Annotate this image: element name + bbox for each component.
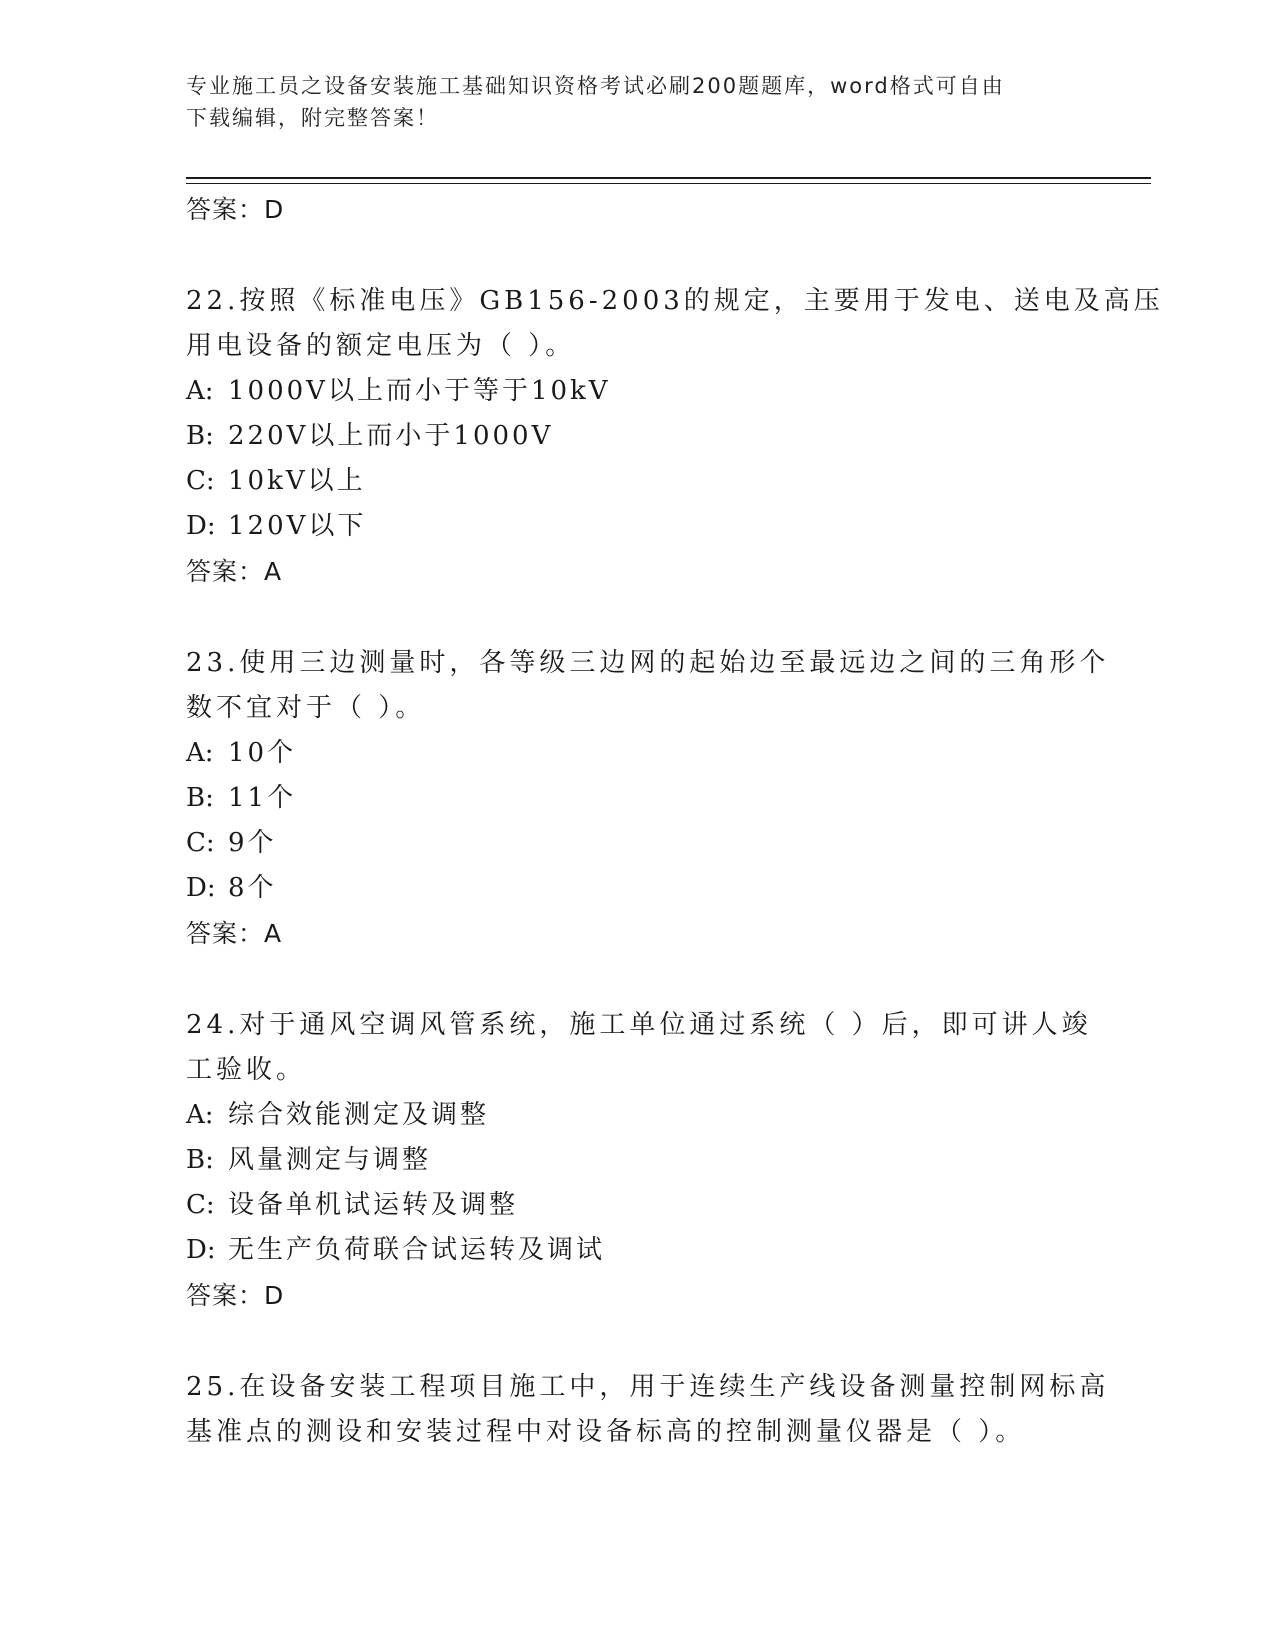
option-letter: D: [186,1235,216,1265]
option-text: 9个 [228,828,277,858]
option-text: 220V以上而小于1000V [228,421,554,451]
question-text: 22.按照《标准电压》GB156-2003的规定，主要用于发电、送电及高压 [186,286,1164,316]
option-text: 11个 [228,783,297,813]
option-b [186,776,1086,821]
page-header [186,70,1066,134]
question-block [186,1365,1110,1455]
question-block [186,279,1164,595]
question-text: 工验收。 [186,1055,307,1085]
answer-label: 答案：D [186,1281,285,1310]
option-text: 120V以下 [228,511,367,541]
option-letter: D: [186,511,216,541]
option-d [186,504,1086,549]
option-c [186,821,1086,866]
question-content [186,187,1164,1455]
option-letter: D: [186,873,216,903]
option-letter: C: [186,1190,215,1220]
answer-label: 答案：D [186,195,285,224]
question-text: 用电设备的额定电压为（ ）。 [186,331,576,361]
option-a [186,1093,1086,1138]
question-text: 基准点的测设和安装过程中对设备标高的控制测量仪器是（ ）。 [186,1417,1026,1447]
option-letter: C: [186,828,215,858]
option-letter: B: [186,1145,214,1175]
question-text: 23.使用三边测量时，各等级三边网的起始边至最远边之间的三角形个 [186,648,1110,678]
answer-label: 答案：A [186,557,283,586]
question-block [186,641,1110,957]
option-a [186,731,1086,776]
question-text: 24.对于通风空调风管系统，施工单位通过系统（ ）后，即可讲人竣 [186,1010,1092,1040]
header-line-2: 下载编辑，附完整答案！ [186,106,439,130]
option-b [186,414,1086,459]
option-d [186,1228,1086,1273]
option-text: 风量测定与调整 [228,1145,432,1175]
option-text: 10个 [228,738,297,768]
option-c [186,459,1086,504]
question-text: 25.在设备安装工程项目施工中，用于连续生产线设备测量控制网标高 [186,1372,1110,1402]
option-text: 1000V以上而小于等于10kV [228,376,611,406]
question-text: 数不宜对于（ ）。 [186,693,426,723]
option-a [186,369,1086,414]
option-text: 综合效能测定及调整 [228,1100,490,1130]
option-text: 无生产负荷联合试运转及调试 [228,1235,606,1265]
header-rule [186,177,1151,179]
option-letter: A: [186,376,214,406]
header-line-1: 专业施工员之设备安装施工基础知识资格考试必刷200题题库，word格式可自由 [186,74,1005,98]
header-rule-thin [186,183,1151,184]
option-text: 设备单机试运转及调整 [228,1190,519,1220]
option-text: 10kV以上 [228,466,366,496]
option-letter: B: [186,783,214,813]
option-letter: A: [186,1100,214,1130]
option-letter: C: [186,466,215,496]
option-letter: B: [186,421,214,451]
option-b [186,1138,1086,1183]
question-block [186,1003,1092,1319]
option-d [186,866,1086,911]
option-c [186,1183,1086,1228]
option-text: 8个 [228,873,277,903]
answer-label: 答案：A [186,919,283,948]
option-letter: A: [186,738,214,768]
